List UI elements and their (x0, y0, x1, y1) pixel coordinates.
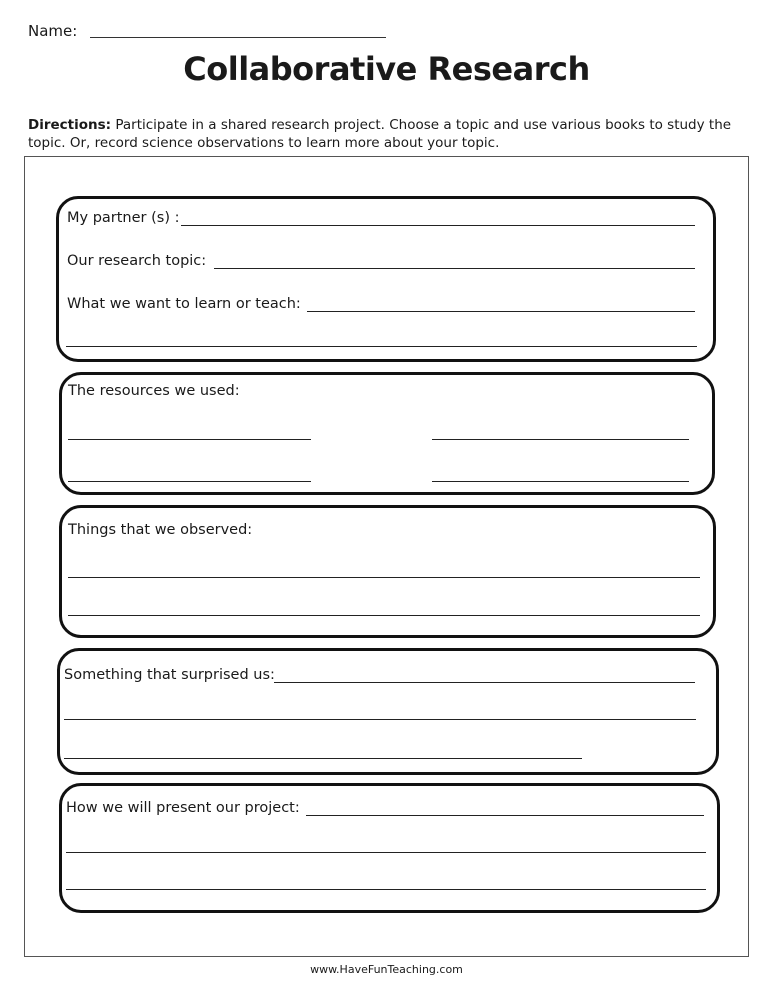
directions-label: Directions: (28, 117, 112, 133)
resource-line-3[interactable] (68, 481, 311, 482)
observed-line-1[interactable] (68, 577, 700, 578)
learn-line-1[interactable] (307, 311, 695, 312)
learn-label: What we want to learn or teach: (67, 296, 301, 312)
surprised-line-3[interactable] (64, 758, 582, 759)
observed-label: Things that we observed: (68, 522, 253, 538)
topic-label: Our research topic: (67, 253, 207, 269)
present-line-2[interactable] (66, 852, 706, 853)
resource-line-4[interactable] (432, 481, 689, 482)
footer-site: www.HaveFunTeaching.com (310, 963, 463, 976)
partner-line[interactable] (181, 225, 695, 226)
name-row (28, 22, 77, 40)
learn-line-2[interactable] (66, 346, 697, 347)
resource-line-2[interactable] (432, 439, 689, 440)
resource-line-1[interactable] (68, 439, 311, 440)
topic-line[interactable] (214, 268, 695, 269)
page-title: Collaborative Research (183, 50, 590, 88)
name-label: Name: (28, 22, 78, 40)
surprised-label: Something that surprised us: (64, 667, 275, 683)
surprised-line-2[interactable] (64, 719, 696, 720)
surprised-line-1[interactable] (274, 682, 695, 683)
name-field-line[interactable] (90, 37, 386, 38)
directions (28, 116, 748, 152)
resources-label: The resources we used: (68, 383, 240, 399)
present-label: How we will present our project: (66, 800, 300, 816)
partner-label: My partner (s) : (67, 210, 180, 226)
present-line-1[interactable] (306, 815, 704, 816)
observed-line-2[interactable] (68, 615, 700, 616)
present-line-3[interactable] (66, 889, 706, 890)
directions-text: Participate in a shared research project. Choose a topic and use various books to study the topic. Or, record science observations to learn more about your topic. (28, 117, 732, 151)
